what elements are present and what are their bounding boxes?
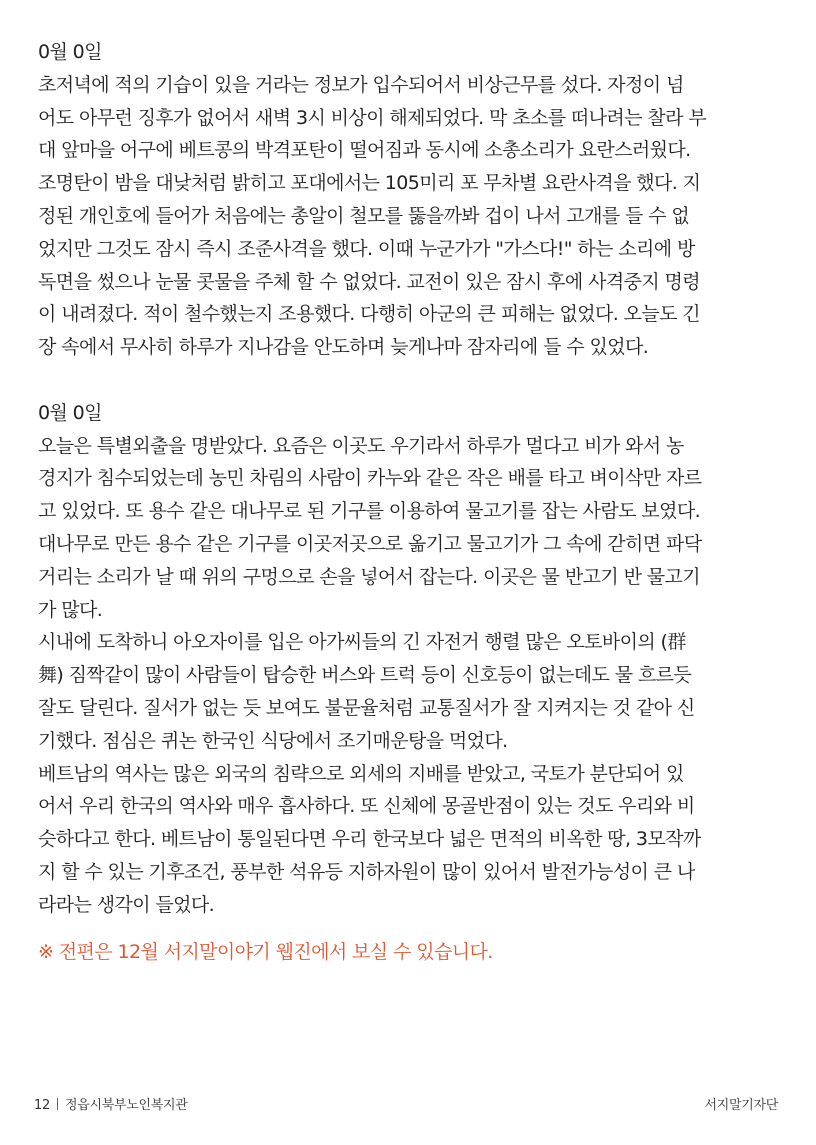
- entry-line: 었지만 그것도 잠시 즉시 조준사격을 했다. 이때 누군가가 "가스다!" 하는 소리에 방: [38, 237, 695, 260]
- footer-left: [34, 1094, 188, 1113]
- entry-line: 거리는 소리가 날 때 위의 구멍으로 손을 넣어서 잡는다. 이곳은 물 반고기 반 물고기: [38, 565, 701, 588]
- entry-line: 가 많다.: [38, 598, 103, 621]
- article-body: [38, 36, 780, 968]
- entry-line: 이 내려졌다. 적이 철수했는지 조용했다. 다행히 아군의 큰 피해는 없었다. 오늘도 긴: [38, 303, 701, 326]
- entry-line: 독면을 썼으나 눈물 콧물을 주체 할 수 없었다. 교전이 있은 잠시 후에 사격중지 명령: [38, 270, 701, 293]
- entry-date: 0월 0일: [38, 401, 102, 424]
- entry-line: 장 속에서 무사히 하루가 지나감을 안도하며 늦게나마 잠자리에 들 수 있었다.: [38, 336, 649, 359]
- page-footer: [34, 1094, 778, 1114]
- entry-line: 경지가 침수되었는데 농민 차림의 사람이 카누와 같은 작은 배를 타고 벼이삭만 자르: [38, 467, 702, 490]
- entry-line: 오늘은 특별외출을 명받았다. 요즘은 이곳도 우기라서 하루가 멀다고 비가 와서 농: [38, 434, 684, 457]
- entry-line: 대 앞마을 어구에 베트콩의 박격포탄이 떨어짐과 동시에 소총소리가 요란스러웠다.: [38, 139, 691, 162]
- entry-date: 0월 0일: [38, 41, 102, 63]
- entry-line: 기했다. 점심은 퀴논 한국인 식당에서 조기매운탕을 먹었다.: [38, 729, 508, 752]
- entry-line: 고 있었다. 또 용수 같은 대나무로 된 기구를 이용하여 물고기를 잡는 사람도 보였다.: [38, 500, 701, 523]
- entry-line: 베트남의 역사는 많은 외국의 침략으로 외세의 지배를 받았고, 국토가 분단되어 있: [38, 762, 684, 785]
- diary-entry-2: [38, 397, 780, 922]
- entry-line: 슷하다고 한다. 베트남이 통일된다면 우리 한국보다 넓은 면적의 비옥한 땅, 3모작까: [38, 828, 701, 851]
- entry-line: 라라는 생각이 들었다.: [38, 893, 215, 916]
- entry-line: 지 할 수 있는 기후조건, 풍부한 석유등 지하자원이 많이 있어서 발전가능성이 큰 나: [38, 860, 695, 883]
- entry-line: 정된 개인호에 들어가 처음에는 총알이 철모를 뚫을까봐 겁이 나서 고개를 들 수 없: [38, 204, 690, 227]
- entry-line: 대나무로 만든 용수 같은 기구를 이곳저곳으로 옮기고 물고기가 그 속에 갇히면 파닥: [38, 532, 702, 555]
- organization-name: 정읍시북부노인복지관: [64, 1098, 188, 1113]
- continuation-note: ※ 전편은 12월 서지말이야기 웹진에서 보실 수 있습니다.: [38, 940, 493, 963]
- publication-name: 서지말기자단: [704, 1098, 778, 1113]
- footer-divider: [57, 1098, 58, 1110]
- entry-line: 잘도 달린다. 질서가 없는 듯 보여도 불문율처럼 교통질서가 잘 지켜지는 것 같아 신: [38, 696, 695, 719]
- entry-line: 초저녁에 적의 기습이 있을 거라는 정보가 입수되어서 비상근무를 섰다. 자정이 넘: [38, 73, 684, 96]
- paragraph-gap: [38, 364, 780, 397]
- entry-line: 舞) 짐짝같이 많이 사람들이 탑승한 버스와 트럭 등이 신호등이 없는데도 물 흐르듯: [38, 664, 692, 687]
- page-number: 12: [34, 1098, 50, 1113]
- entry-line: 조명탄이 밤을 대낮처럼 밝히고 포대에서는 105미리 포 무차별 요란사격을 했다. 지: [38, 172, 701, 195]
- entry-line: 어도 아무런 징후가 없어서 새벽 3시 비상이 해제되었다. 막 초소를 떠나려는 찰라 부: [38, 106, 707, 129]
- entry-line: 어서 우리 한국의 역사와 매우 흡사하다. 또 신체에 몽골반점이 있는 것도 우리와 비: [38, 795, 695, 818]
- entry-line: 시내에 도착하니 아오자이를 입은 아가씨들의 긴 자전거 행렬 많은 오토바이의 (群: [38, 631, 686, 654]
- diary-entry-1: [38, 36, 780, 364]
